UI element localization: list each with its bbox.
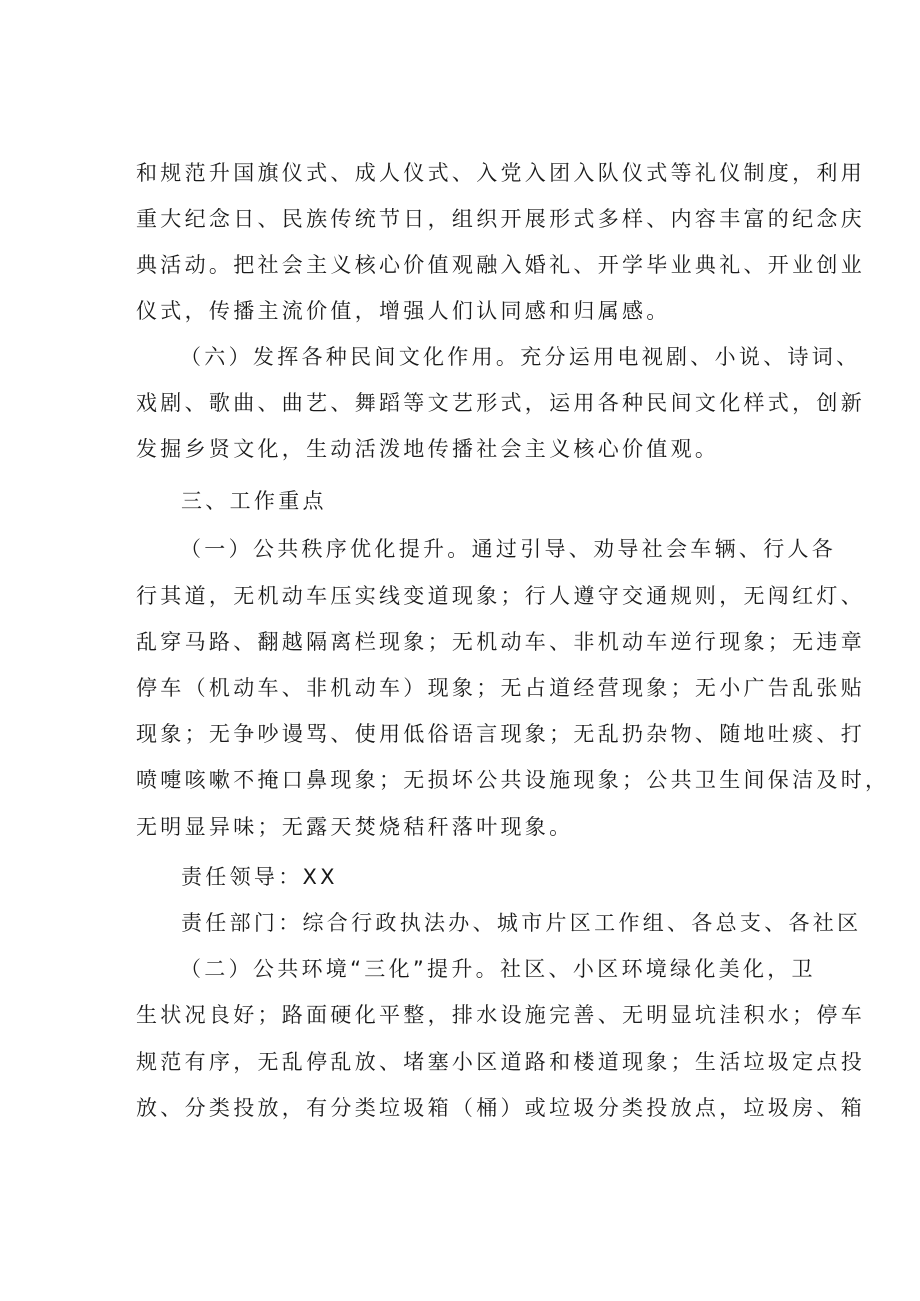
paragraph-line-15: 无明显异味；无露天焚烧秸秆落叶现象。: [136, 815, 574, 839]
paragraph-line-2: 重大纪念日、民族传统节日，组织开展形式多样、内容丰富的纪念庆: [136, 207, 865, 231]
paragraph-line-13: 现象；无争吵谩骂、使用低俗语言现象；无乱扔杂物、随地吐痰、打: [136, 722, 865, 746]
paragraph-line-14: 喷嚏咳嗽不掩口鼻现象；无损坏公共设施现象；公共卫生间保洁及时，: [136, 768, 890, 792]
paragraph-line-18: （二）公共环境“三化”提升。社区、小区环境绿化美化，卫: [180, 957, 816, 981]
paragraph-line-11: 乱穿马路、翻越隔离栏现象；无机动车、非机动车逆行现象；无违章: [136, 630, 865, 654]
paragraph-line-9: （一）公共秩序优化提升。通过引导、劝导社会车辆、行人各: [180, 537, 837, 561]
paragraph-line-3: 典活动。把社会主义核心价值观融入婚礼、开学毕业典礼、开业创业: [136, 253, 865, 277]
paragraph-line-4: 仪式，传播主流价值，增强人们认同感和归属感。: [136, 299, 671, 323]
paragraph-line-19: 生状况良好；路面硬化平整，排水设施完善、无明显坑洼积水；停车: [136, 1003, 865, 1027]
responsible-leader: 责任领导：XX: [181, 865, 338, 889]
paragraph-line-5: （六）发挥各种民间文化作用。充分运用电视剧、小说、诗词、: [180, 345, 861, 369]
responsible-department: 责任部门：综合行政执法办、城市片区工作组、各总支、各社区: [181, 911, 862, 935]
paragraph-line-21: 放、分类投放，有分类垃圾箱（桶）或垃圾分类投放点，垃圾房、箱: [136, 1096, 865, 1120]
paragraph-line-1: 和规范升国旗仪式、成人仪式、入党入团入队仪式等礼仪制度，利用: [136, 161, 865, 185]
paragraph-line-12: 停车（机动车、非机动车）现象；无占道经营现象；无小广告乱张贴: [136, 676, 865, 700]
paragraph-line-10: 行其道，无机动车压实线变道现象；行人遵守交通规则，无闯红灯、: [136, 584, 865, 608]
paragraph-line-20: 规范有序，无乱停乱放、堵塞小区道路和楼道现象；生活垃圾定点投: [136, 1050, 865, 1074]
paragraph-line-7: 发掘乡贤文化，生动活泼地传播社会主义核心价值观。: [136, 437, 720, 461]
paragraph-line-6: 戏剧、歌曲、曲艺、舞蹈等文艺形式，运用各种民间文化样式，创新: [136, 391, 865, 415]
section-heading: 三、工作重点: [181, 489, 327, 513]
